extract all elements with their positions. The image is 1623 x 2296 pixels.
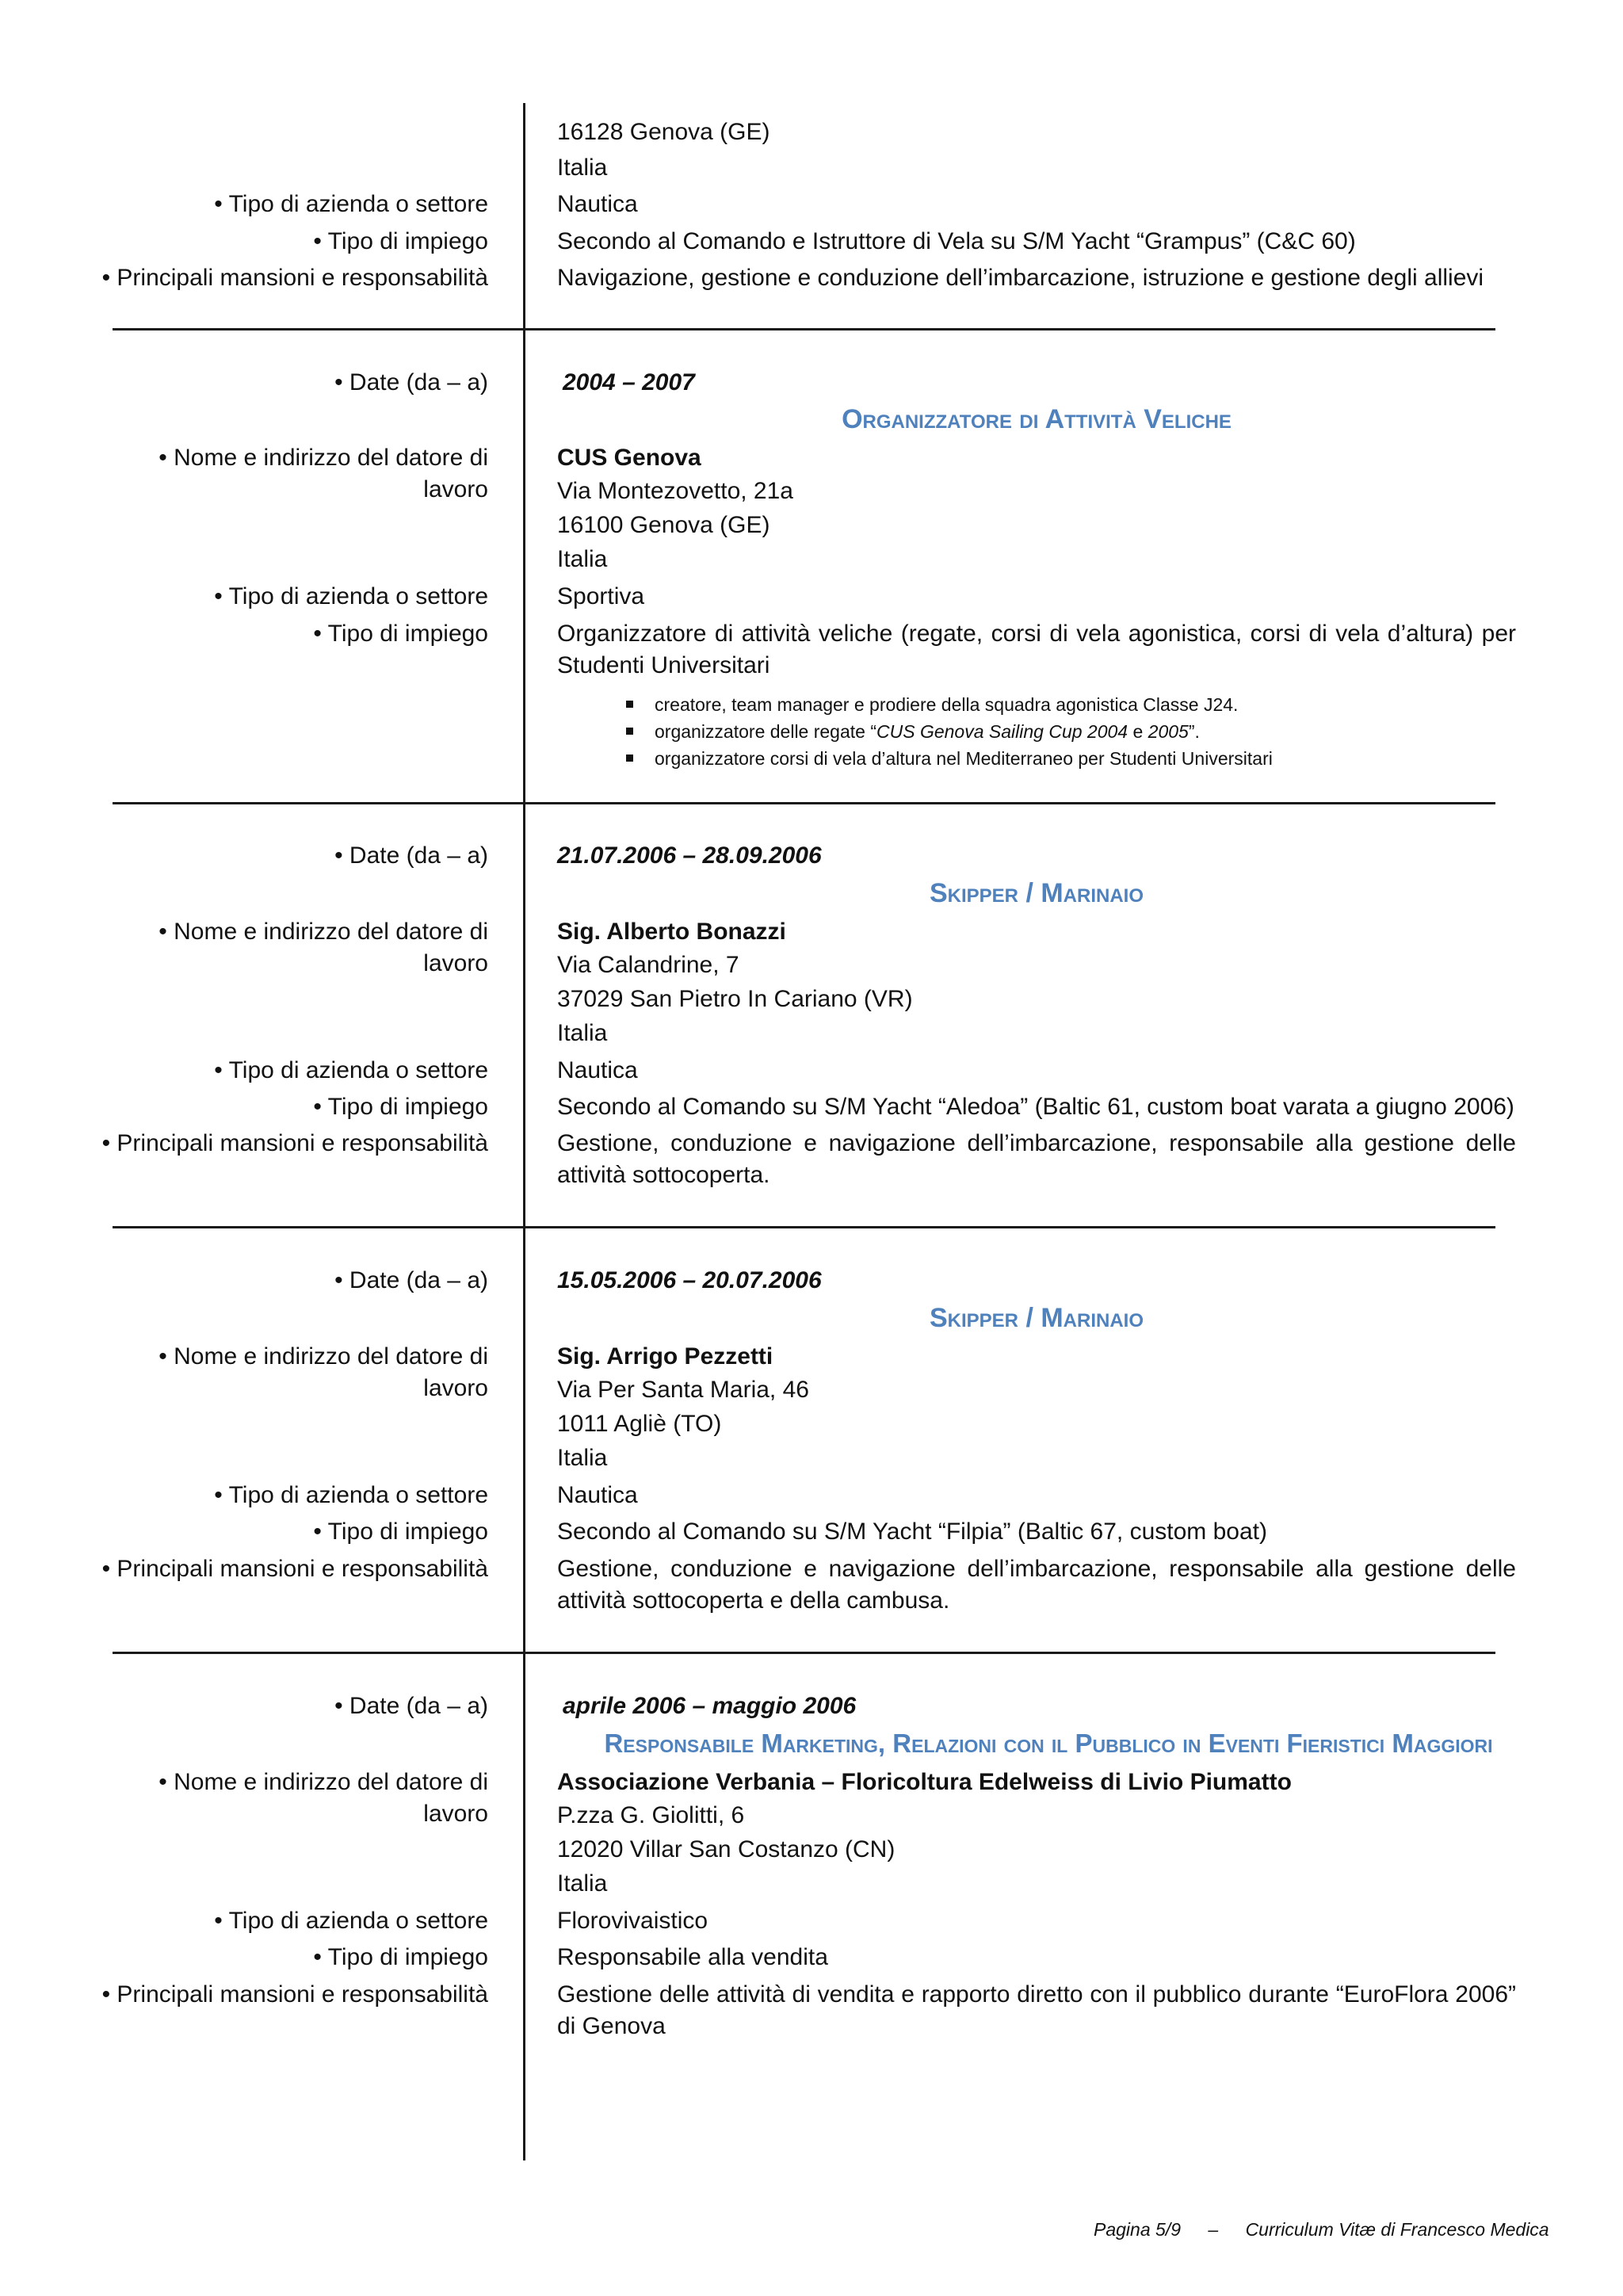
employment-label: • Tipo di impiego	[313, 1944, 488, 1970]
date-value: aprile 2006 – maggio 2006	[563, 1693, 857, 1719]
job-title: Responsabile Marketing, Relazioni con il Pubblico in Eventi Fieristici Maggiori	[604, 1729, 1493, 1758]
sector-value: Nautica	[557, 191, 638, 217]
date-label: • Date (da – a)	[334, 1693, 488, 1719]
sector-value: Florovivaistico	[557, 1908, 708, 1934]
date-value: 15.05.2006 – 20.07.2006	[557, 1267, 822, 1293]
page-number: Pagina 5/9	[1094, 2219, 1181, 2240]
duties-label: • Principali mansioni e responsabilità	[101, 1981, 488, 2008]
duties-label: • Principali mansioni e responsabilità	[101, 1130, 488, 1156]
employer-label: • Nome e indirizzo del datore di lavoro	[158, 1769, 488, 1827]
duties-label: • Principali mansioni e responsabilità	[101, 1556, 488, 1582]
sector-label: • Tipo di azienda o settore	[214, 1482, 488, 1508]
job-title: Skipper / Marinaio	[929, 1303, 1144, 1333]
section-divider	[113, 802, 1495, 804]
employer-name: Associazione Verbania – Floricoltura Edelweiss di Livio Piumatto	[557, 1769, 1292, 1795]
date-value: 2004 – 2007	[563, 369, 695, 395]
section-divider	[113, 1652, 1495, 1654]
employment-label: • Tipo di impiego	[313, 621, 488, 647]
employer-label: • Nome e indirizzo del datore di lavoro	[158, 1343, 488, 1401]
column-divider	[523, 103, 525, 2160]
employer-name: Sig. Alberto Bonazzi	[557, 919, 786, 945]
employment-value: Responsabile alla vendita	[557, 1944, 828, 1970]
footer-separator: –	[1208, 2219, 1219, 2240]
duties-value: Navigazione, gestione e conduzione dell’imbarcazione, istruzione e gestione degli allievi	[557, 265, 1484, 291]
employment-label: • Tipo di impiego	[313, 1519, 488, 1545]
sector-value: Nautica	[557, 1482, 638, 1508]
employer-label: • Nome e indirizzo del datore di lavoro	[158, 445, 488, 502]
section-divider	[113, 1226, 1495, 1228]
page-footer	[1094, 2219, 1549, 2241]
duties-label: • Principali mansioni e responsabilità	[101, 265, 488, 291]
date-label: • Date (da – a)	[334, 369, 488, 395]
employment-label: • Tipo di impiego	[313, 1094, 488, 1120]
employer-label: • Nome e indirizzo del datore di lavoro	[158, 919, 488, 976]
employer-name: Sig. Arrigo Pezzetti	[557, 1343, 773, 1370]
duties-value: Gestione, conduzione e navigazione dell’imbarcazione, responsabile alla gestione delle attività sottocoperta.	[557, 1130, 1516, 1188]
entry1-bullet-list	[618, 691, 1273, 772]
list-item: creatore, team manager e prodiere della squadra agonistica Classe J24.	[618, 691, 1273, 718]
employment-label: • Tipo di impiego	[313, 228, 488, 254]
job-title: Organizzatore di Attività Veliche	[842, 404, 1232, 434]
sector-label: • Tipo di azienda o settore	[214, 1908, 488, 1934]
employment-value: Secondo al Comando e Istruttore di Vela su S/M Yacht “Grampus” (C&C 60)	[557, 228, 1356, 254]
list-item: organizzatore corsi di vela d’altura nel Mediterraneo per Studenti Universitari	[618, 745, 1273, 772]
sector-value: Sportiva	[557, 583, 645, 609]
employment-value: Organizzatore di attività veliche (regate, corsi di vela agonistica, corsi di vela d’altura) per Studenti Universitari	[557, 621, 1516, 678]
job-title: Skipper / Marinaio	[929, 878, 1144, 908]
duties-value: Gestione, conduzione e navigazione dell’imbarcazione, responsabile alla gestione delle attività sottocoperta e della cambusa.	[557, 1556, 1516, 1614]
cv-page: 16128 Genova (GE) Italia • Tipo di azienda o settore Nautica • Tipo di impiego Secondo al Comando e Istruttore di Vela su S/M Yacht “Grampus” (C&C 60) • Principali mansioni e responsabilità Navigazione, gestione e conduzione dell’imbarcazione, istruzione e gestione degli allievi • Date (da – a) 2004 – 2007 Organizzatore di Attività Veliche • Nome e indirizzo del datore di lavoro CUS Genova Via Montezovetto, 21a 16100 Genova (GE) Italia • Tipo di azienda o settore Sportiva • Tipo di impiego Organizzatore di attività veliche (regate, corsi di vela agonistica, corsi di vela d’altura) per Studenti Universitari creatore, team manager e prodiere della squadra agonistica Classe J24. organizzatore delle regate “CUS Genova Sailing Cup 2004 e 2005”. organizzatore corsi di vela d’altura nel Mediterraneo per Studenti Universitari • Date (da – a) 21.07.2006 – 28.09.2006 Skipper / Marinaio • Nome e indirizzo del datore di lavoro Sig. Alberto Bonazzi Via Calandrine, 7 37029 San Pietro In Cariano (VR) Italia • Tipo di azienda o settore Nautica • Tipo di impiego Secondo al Comando su S/M Yacht “Aledoa” (Baltic 61, custom boat varata a giugno 2006) • Principali mansioni e responsabilità Gestione, conduzione e navigazione dell’imbarcazione, responsabile alla gestione delle attività sottocoperta. • Date (da – a) 15.05.2006 – 20.07.2006 Skipper / Marinaio • Nome e indirizzo del datore di lavoro Sig. Arrigo Pezzetti Via Per Santa Maria, 46 1011 Agliè (TO) Italia • Tipo di azienda o settore Nautica • Tipo di impiego Secondo al Comando su S/M Yacht “Filpia” (Baltic 67, custom boat) • Principali mansioni e responsabilità Gestione, conduzione e navigazione dell’imbarcazione, responsabile alla gestione delle attività sottocoperta e della cambusa. • Date (da – a) aprile 2006 – maggio 2006 Responsabile Marketing, Relazioni con il Pubblico in Eventi Fieristici Maggiori • Nome e indirizzo del datore di lavoro Associazione Verbania – Floricoltura Edelweiss di Livio Piumatto P.zza G. Giolitti, 6 12020 Villar San Costanzo (CN) Italia • Tipo di azienda o settore Florovivaistico • Tipo di impiego Responsabile alla vendita • Principali mansioni e responsabilità Gestione delle attività di vendita e rapporto diretto con il pubblico durante “EuroFlora 2006” di Genova Pagina 5/9 – Curriculum Vitæ di Francesco Medica	[0, 0, 1623, 2296]
sector-label: • Tipo di azienda o settore	[214, 583, 488, 609]
duties-value: Gestione delle attività di vendita e rapporto diretto con il pubblico durante “EuroFlora 2006” di Genova	[557, 1981, 1516, 2039]
footer-title: Curriculum Vitæ di Francesco Medica	[1245, 2219, 1549, 2240]
sector-label: • Tipo di azienda o settore	[214, 1057, 488, 1083]
employment-value: Secondo al Comando su S/M Yacht “Filpia” (Baltic 67, custom boat)	[557, 1519, 1267, 1545]
section-divider	[113, 328, 1495, 330]
sector-label: • Tipo di azienda o settore	[214, 191, 488, 217]
sector-value: Nautica	[557, 1057, 638, 1083]
date-label: • Date (da – a)	[334, 1267, 488, 1293]
list-item: organizzatore delle regate “CUS Genova Sailing Cup 2004 e 2005”.	[618, 718, 1273, 745]
date-label: • Date (da – a)	[334, 842, 488, 869]
employer-name: CUS Genova	[557, 445, 701, 471]
date-value: 21.07.2006 – 28.09.2006	[557, 842, 822, 869]
employment-value: Secondo al Comando su S/M Yacht “Aledoa” (Baltic 61, custom boat varata a giugno 2006)	[557, 1094, 1514, 1120]
